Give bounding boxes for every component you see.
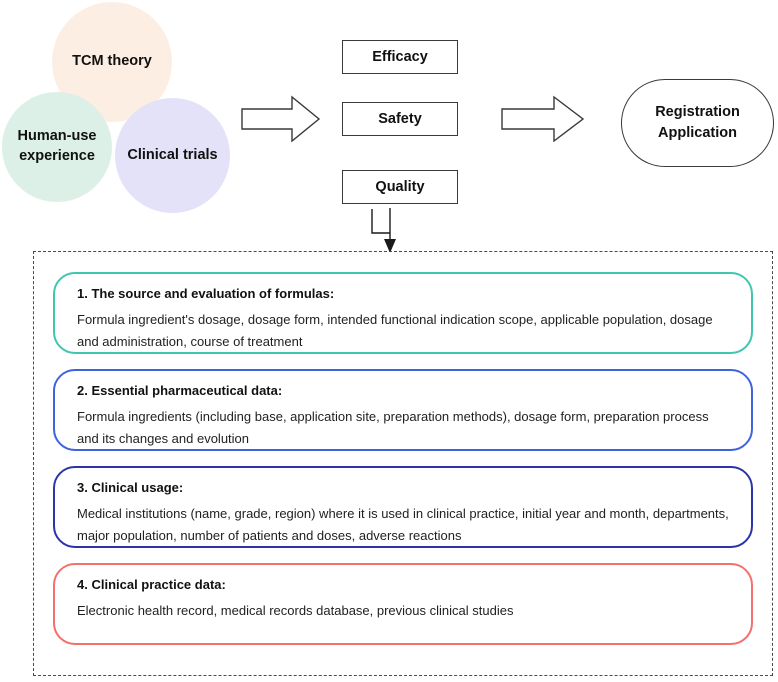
source-circle-clinical-trials: [115, 98, 230, 213]
source-label-human-use-experience-line1: Human-use: [17, 128, 97, 145]
outcome-box-efficacy: [342, 40, 458, 74]
requirement-card-2: [53, 369, 753, 451]
registration-application-line1: Registration: [655, 103, 740, 120]
outcome-box-safety: [342, 102, 458, 136]
source-label-human-use-experience: [16, 127, 99, 166]
source-label-tcm-theory: TCM theory: [72, 53, 152, 70]
source-label-human-use-experience-line2: experience: [19, 148, 95, 164]
requirement-title-3: 3. Clinical usage:: [77, 480, 184, 495]
registration-application-node: [621, 79, 774, 167]
requirement-card-3: [53, 466, 753, 548]
outcome-label-efficacy: Efficacy: [372, 49, 428, 65]
registration-application-line2: Application: [658, 125, 737, 141]
requirement-title-4: 4. Clinical practice data:: [77, 577, 226, 592]
requirement-body-1: Formula ingredient's dosage, dosage form, intended functional indication scope, applicable population, dosage and administration, course of treatment: [77, 311, 713, 350]
outcome-label-safety: Safety: [378, 111, 422, 127]
requirement-body-3: Medical institutions (name, grade, region) where it is used in clinical practice, initial year and month, departments, major population, number of patients and doses, adverse reactions: [77, 505, 729, 544]
outcome-box-quality: [342, 170, 458, 204]
source-label-clinical-trials: Clinical trials: [127, 146, 218, 163]
arrow-right-icon: [240, 93, 322, 150]
requirement-title-2: 2. Essential pharmaceutical data:: [77, 383, 283, 398]
requirement-card-1: [53, 272, 753, 354]
arrow-right-icon: [500, 93, 586, 150]
outcome-label-quality: Quality: [375, 179, 425, 195]
requirements-panel: [33, 251, 773, 676]
requirement-title-1: 1. The source and evaluation of formulas:: [77, 286, 335, 301]
requirement-card-4: [53, 563, 753, 645]
requirement-body-2: Formula ingredients (including base, application site, preparation methods), dosage form, preparation process and its changes and evolution: [77, 408, 709, 447]
requirement-body-4: Electronic health record, medical records database, previous clinical studies: [77, 602, 514, 618]
source-circle-human-use-experience: [2, 92, 112, 202]
